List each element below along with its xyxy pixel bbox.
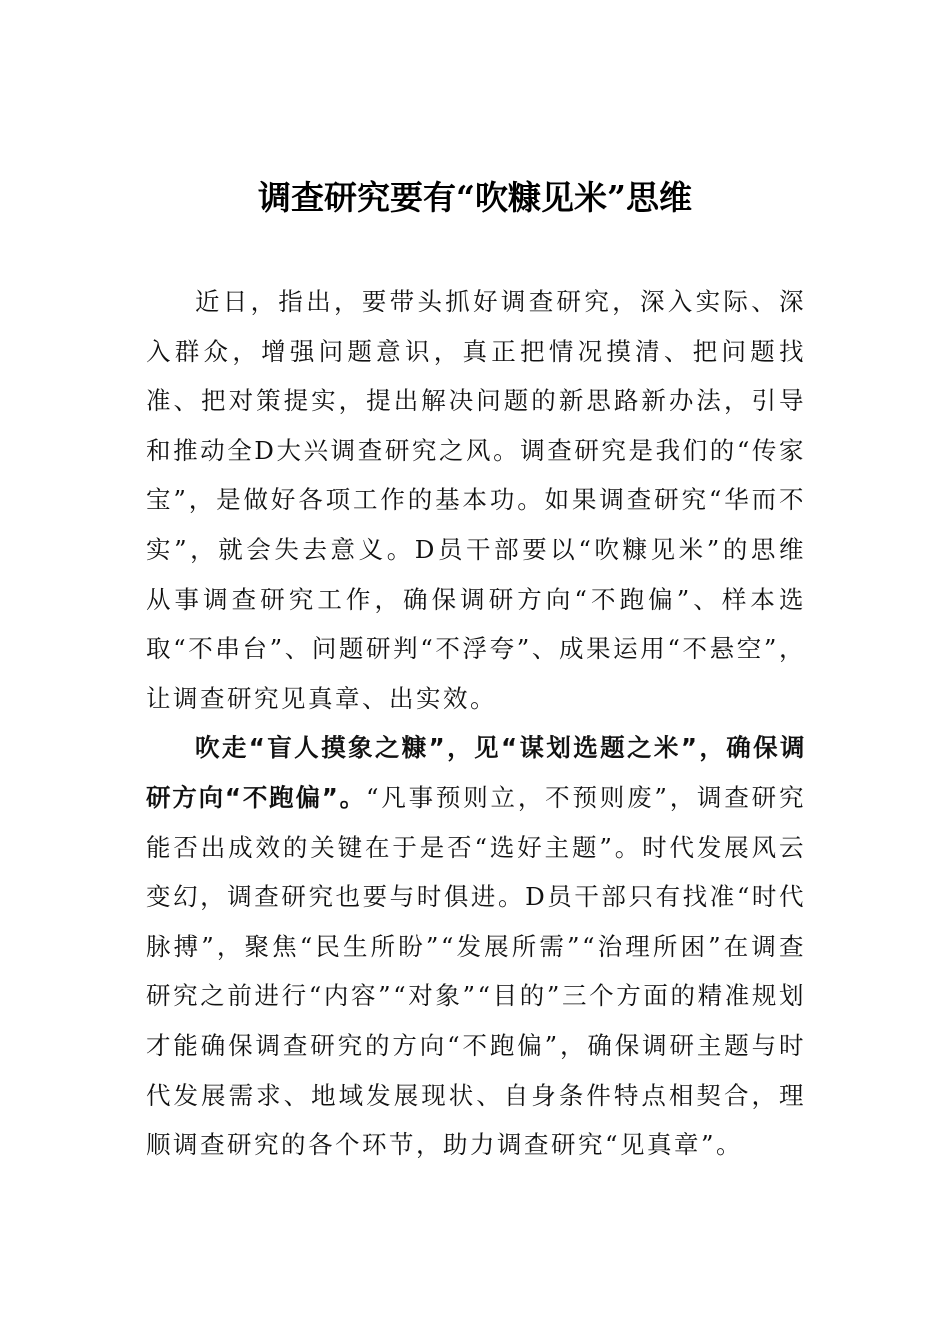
document-body [146,277,806,1170]
paragraph-1-text: 近日，指出，要带头抓好调查研究，深入实际、深入群众，增强问题意识，真正把情况摸清、把问题找准、把对策提实，提出解决问题的新思路新办法，引导和推动全D大兴调查研究之风。调查研究是我们的“传家宝”，是做好各项工作的基本功。如果调查研究“华而不实”，就会失去意义。D员干部要以“吹糠见米”的思维从事调查研究工作，确保调研方向“不跑偏”、样本选取“不串台”、问题研判“不浮夸”、成果运用“不悬空”，让调查研究见真章、出实效。 [146,287,806,713]
document-title: 调查研究要有“吹糠见米”思维 [258,178,692,217]
paragraph-2-text: “凡事预则立，不预则废”，调查研究能否出成效的关键在于是否“选好主题”。时代发展风云变幻，调查研究也要与时俱进。D员干部只有找准“时代脉搏”，聚焦“民生所盼”“发展所需”“治理所困”在调查研究之前进行“内容”“对象”“目的”三个方面的精准规划才能确保调查研究的方向“不跑偏”，确保调研主题与时代发展需求、地域发展现状、自身条件特点相契合，理顺调查研究的各个环节，助力调查研究“见真章”。 [146,782,806,1160]
paragraph-1 [146,277,806,723]
paragraph-2 [146,723,806,1169]
paragraph-2-heading: 吹走“盲人摸象之糠”，见“谋划选题之米”，确保调研方向“不跑偏”。 [146,733,806,812]
